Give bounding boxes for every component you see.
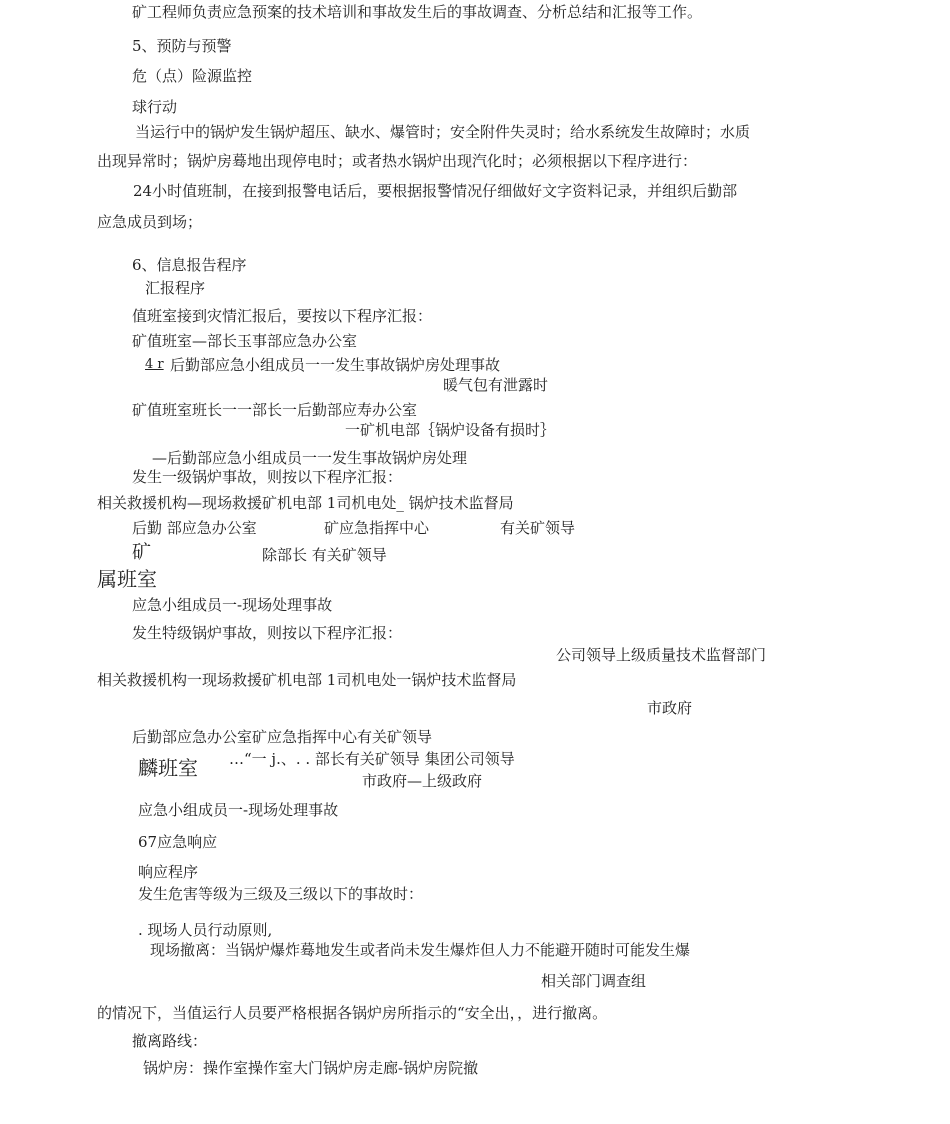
text-line: 除部长 有关矿领导 [262, 546, 387, 564]
text-line: 危（点）险源监控 [132, 67, 253, 85]
section-heading: 67应急响应 [138, 833, 218, 851]
text-line: 发生危害等级为三级及三级以下的事故时： [138, 885, 424, 903]
text-line: 现场撤离：当锅炉爆炸蓦地发生或者尚未发生爆炸但人力不能避开随时可能发生爆 [150, 941, 691, 959]
text-line: 麟班室 [138, 756, 198, 780]
text-line: 当运行中的锅炉发生锅炉超压、缺水、爆管时；安全附件失灵时；给水系统发生故障时；水质 [135, 123, 751, 141]
text-line: 相关救援机构—现场救援矿机电部 1司机电处_ 锅炉技术监督局 [97, 494, 514, 512]
text-line: 锅炉房：操作室操作室大门锅炉房走廊-锅炉房院撤 [143, 1059, 479, 1077]
text-line: 矿 [132, 541, 152, 563]
text-line: 矿工程师负责应急预案的技术培训和事故发生后的事故调查、分析总结和汇报等工作。 [132, 3, 703, 21]
text-line: 应急小组成员一-现场处理事故 [132, 596, 333, 614]
text-line: 暖气包有泄露时 [443, 376, 549, 394]
text-line: …“一 j.、. . 部长有关矿领导 集团公司领导 [229, 750, 515, 768]
text-line: 公司领导上级质量技术监督部门 [556, 646, 767, 664]
text-line: 市政府 [647, 699, 693, 717]
text-line: 矿应急指挥中心 [324, 519, 430, 537]
text-line: 有关矿领导 [500, 519, 576, 537]
text-line: 相关救援机构一现场救援矿机电部 1司机电处一锅炉技术监督局 [97, 671, 517, 689]
text-line: . 现场人员行动原则, [138, 921, 273, 939]
text-line: 市政府—上级政府 [362, 772, 483, 790]
section-heading: 5、预防与预警 [132, 37, 232, 55]
text-line: 一矿机电部｛锅炉设备有损时｝ [345, 421, 556, 439]
text-line: 后勤 部应急办公室 [132, 519, 257, 537]
text-line: 后勤部应急办公室矿应急指挥中心有关矿领导 [132, 728, 433, 746]
text-line: 的情况下，当值运行人员要严格根据各锅炉房所指示的“安全出，，进行撤离。 [97, 1004, 608, 1022]
section-heading: 6、信息报告程序 [132, 256, 247, 274]
text-line: 出现异常时；锅炉房蓦地出现停电时；或者热水锅炉出现汽化时；必须根据以下程序进行： [97, 152, 698, 170]
text-line: —后勤部应急小组成员一一发生事故锅炉房处理 [152, 449, 468, 467]
text-line: 相关部门调查组 [541, 972, 647, 990]
text-line: 发生特级锅炉事故，则按以下程序汇报： [132, 624, 403, 642]
text-line: 球行动 [132, 98, 178, 116]
text-line: 应急成员到场； [97, 213, 203, 231]
text-line: 值班室接到灾情汇报后，要按以下程序汇报： [132, 307, 433, 325]
text-line: 响应程序 [138, 863, 199, 881]
text-line: 矿值班室—部长玉事部应急办公室 [132, 332, 358, 350]
text-line: 4 r [145, 357, 164, 372]
text-line: 发生一级锅炉事故，则按以下程序汇报： [132, 468, 403, 486]
text-line: 24小时值班制，在接到报警电话后，要根据报警情况仔细做好文字资料记录，并组织后勤部 [133, 182, 738, 200]
text-line: 应急小组成员一-现场处理事故 [138, 801, 339, 819]
text-line: 汇报程序 [145, 279, 206, 297]
text-line: 矿值班室班长一一部长一后勤部应寿办公室 [132, 401, 418, 419]
text-line: 撤离路线： [132, 1032, 208, 1050]
text-line: 后勤部应急小组成员一一发生事故锅炉房处理事故 [170, 356, 501, 374]
text-line: 属班室 [97, 567, 157, 591]
